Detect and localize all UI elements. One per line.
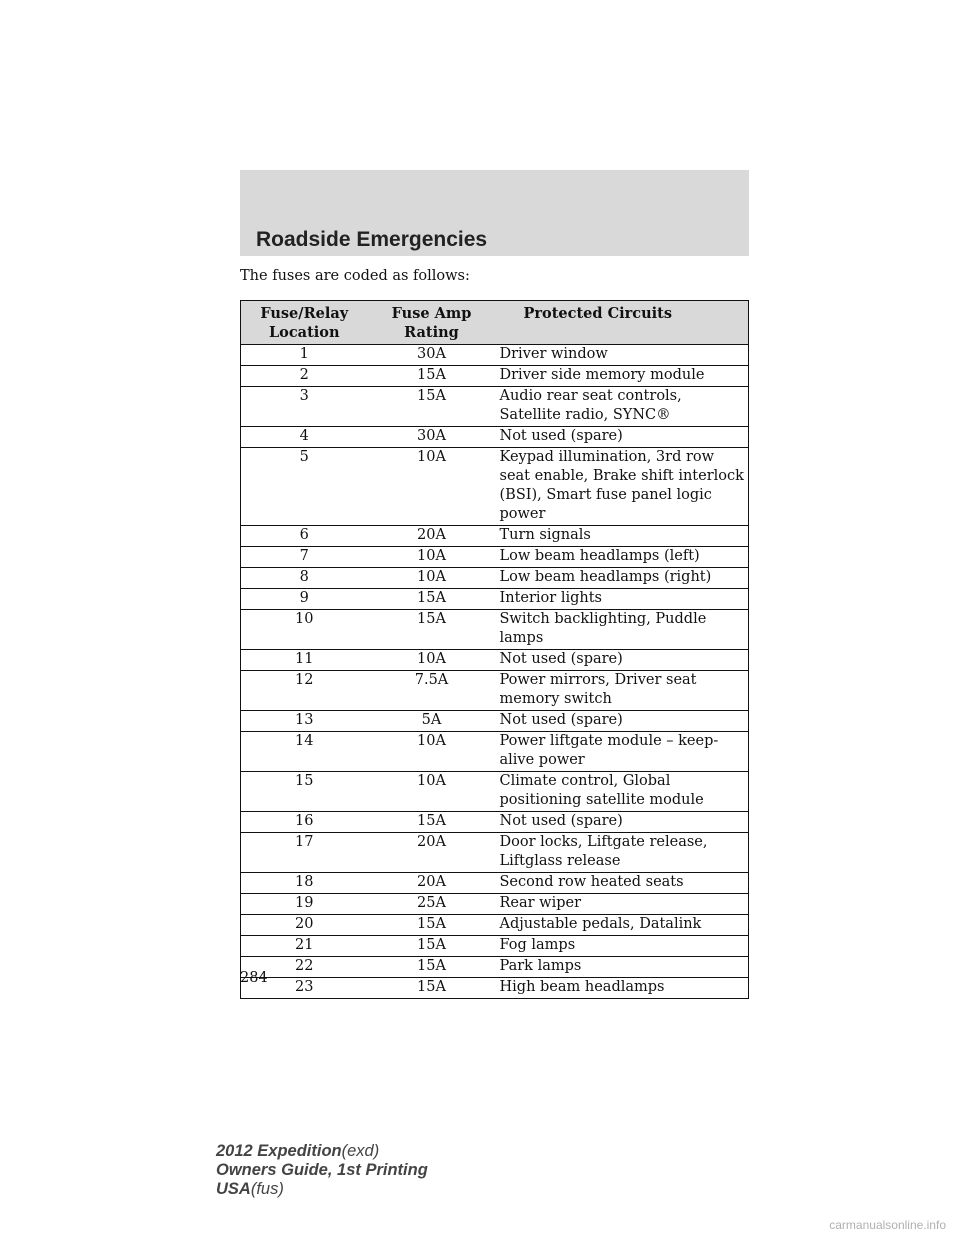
protected-circuits-cell: Turn signals — [496, 526, 749, 547]
protected-circuits-cell: Park lamps — [496, 957, 749, 978]
table-row — [241, 936, 749, 957]
table-row — [241, 387, 749, 427]
protected-circuits-cell: Climate control, Global positioning satellite module — [496, 772, 749, 812]
footer-market-code: (fus) — [250, 1180, 284, 1198]
fuse-rating-cell: 30A — [368, 345, 496, 366]
protected-circuits-cell: High beam headlamps — [496, 978, 749, 999]
fuse-rating-cell: 15A — [368, 589, 496, 610]
fuse-location-cell: 13 — [241, 711, 368, 732]
protected-circuits-cell: Not used (spare) — [496, 650, 749, 671]
fuse-rating-cell: 10A — [368, 448, 496, 526]
fuse-location-cell: 18 — [241, 873, 368, 894]
protected-circuits-cell: Not used (spare) — [496, 427, 749, 448]
protected-circuits-cell: Audio rear seat controls, Satellite radio, SYNC® — [496, 387, 749, 427]
header-rating-line1: Fuse Amp — [391, 305, 472, 322]
table-row — [241, 568, 749, 589]
table-row — [241, 915, 749, 936]
protected-circuits-cell: Second row heated seats — [496, 873, 749, 894]
protected-circuits-cell: Power mirrors, Driver seat memory switch — [496, 671, 749, 711]
fuse-rating-cell: 25A — [368, 894, 496, 915]
fuse-location-cell: 22 — [241, 957, 368, 978]
header-location-line1: Fuse/Relay — [260, 305, 349, 322]
table-row — [241, 526, 749, 547]
fuse-location-cell: 17 — [241, 833, 368, 873]
table-header-row — [241, 301, 749, 345]
footer — [216, 1142, 428, 1199]
fuse-location-cell: 8 — [241, 568, 368, 589]
table-row — [241, 833, 749, 873]
table-row — [241, 732, 749, 772]
fuse-table-body — [241, 345, 749, 999]
fuse-location-cell: 5 — [241, 448, 368, 526]
fuse-location-cell: 3 — [241, 387, 368, 427]
fuse-table — [240, 300, 749, 999]
fuse-location-cell: 21 — [241, 936, 368, 957]
protected-circuits-cell: Low beam headlamps (right) — [496, 568, 749, 589]
table-row — [241, 610, 749, 650]
fuse-rating-cell: 20A — [368, 833, 496, 873]
table-row — [241, 978, 749, 999]
protected-circuits-cell: Not used (spare) — [496, 711, 749, 732]
fuse-rating-cell: 15A — [368, 936, 496, 957]
table-row — [241, 366, 749, 387]
fuse-rating-cell: 10A — [368, 568, 496, 589]
fuse-rating-cell: 20A — [368, 526, 496, 547]
table-row — [241, 427, 749, 448]
table-row — [241, 547, 749, 568]
header-location — [241, 301, 368, 345]
table-row — [241, 589, 749, 610]
protected-circuits-cell: Switch backlighting, Puddle lamps — [496, 610, 749, 650]
footer-line2: Owners Guide, 1st Printing — [216, 1161, 428, 1179]
protected-circuits-cell: Rear wiper — [496, 894, 749, 915]
fuse-location-cell: 16 — [241, 812, 368, 833]
table-row — [241, 957, 749, 978]
table-row — [241, 812, 749, 833]
fuse-location-cell: 15 — [241, 772, 368, 812]
fuse-location-cell: 11 — [241, 650, 368, 671]
header-rating-line2: Rating — [404, 324, 459, 341]
fuse-location-cell: 19 — [241, 894, 368, 915]
table-row — [241, 650, 749, 671]
table-row — [241, 711, 749, 732]
fuse-location-cell: 9 — [241, 589, 368, 610]
footer-line3 — [216, 1180, 428, 1199]
table-row — [241, 448, 749, 526]
footer-market: USA — [216, 1180, 251, 1198]
fuse-location-cell: 6 — [241, 526, 368, 547]
fuse-location-cell: 23 — [241, 978, 368, 999]
protected-circuits-cell: Keypad illumination, 3rd row seat enable, Brake shift interlock (BSI), Smart fuse panel logic power — [496, 448, 749, 526]
table-row — [241, 671, 749, 711]
fuse-location-cell: 14 — [241, 732, 368, 772]
header-location-line2: Location — [268, 324, 340, 341]
page-number: 284 — [240, 970, 268, 986]
fuse-rating-cell: 30A — [368, 427, 496, 448]
fuse-rating-cell: 10A — [368, 772, 496, 812]
intro-text: The fuses are coded as follows: — [240, 268, 470, 284]
fuse-rating-cell: 15A — [368, 812, 496, 833]
protected-circuits-cell: Driver window — [496, 345, 749, 366]
table-row — [241, 873, 749, 894]
fuse-rating-cell: 10A — [368, 547, 496, 568]
fuse-rating-cell: 15A — [368, 978, 496, 999]
fuse-location-cell: 20 — [241, 915, 368, 936]
fuse-location-cell: 2 — [241, 366, 368, 387]
protected-circuits-cell: Driver side memory module — [496, 366, 749, 387]
fuse-rating-cell: 15A — [368, 387, 496, 427]
fuse-rating-cell: 15A — [368, 366, 496, 387]
protected-circuits-cell: Adjustable pedals, Datalink — [496, 915, 749, 936]
protected-circuits-cell: Interior lights — [496, 589, 749, 610]
fuse-rating-cell: 10A — [368, 732, 496, 772]
fuse-rating-cell: 15A — [368, 915, 496, 936]
table-row — [241, 894, 749, 915]
fuse-rating-cell: 15A — [368, 957, 496, 978]
section-title: Roadside Emergencies — [256, 228, 488, 251]
footer-model-code: (exd) — [341, 1142, 380, 1160]
protected-circuits-cell: Not used (spare) — [496, 812, 749, 833]
table-row — [241, 772, 749, 812]
footer-line1 — [216, 1142, 428, 1161]
table-row — [241, 345, 749, 366]
fuse-location-cell: 1 — [241, 345, 368, 366]
footer-model: 2012 Expedition — [216, 1142, 342, 1160]
protected-circuits-cell: Door locks, Liftgate release, Liftglass release — [496, 833, 749, 873]
fuse-location-cell: 10 — [241, 610, 368, 650]
protected-circuits-cell: Fog lamps — [496, 936, 749, 957]
fuse-location-cell: 12 — [241, 671, 368, 711]
fuse-rating-cell: 10A — [368, 650, 496, 671]
fuse-rating-cell: 5A — [368, 711, 496, 732]
fuse-rating-cell: 15A — [368, 610, 496, 650]
header-circuits: Protected Circuits — [496, 301, 749, 345]
protected-circuits-cell: Power liftgate module – keep-alive power — [496, 732, 749, 772]
fuse-rating-cell: 20A — [368, 873, 496, 894]
fuse-location-cell: 7 — [241, 547, 368, 568]
fuse-location-cell: 4 — [241, 427, 368, 448]
header-rating — [368, 301, 496, 345]
protected-circuits-cell: Low beam headlamps (left) — [496, 547, 749, 568]
fuse-rating-cell: 7.5A — [368, 671, 496, 711]
watermark: carmanualsonline.info — [829, 1218, 946, 1232]
